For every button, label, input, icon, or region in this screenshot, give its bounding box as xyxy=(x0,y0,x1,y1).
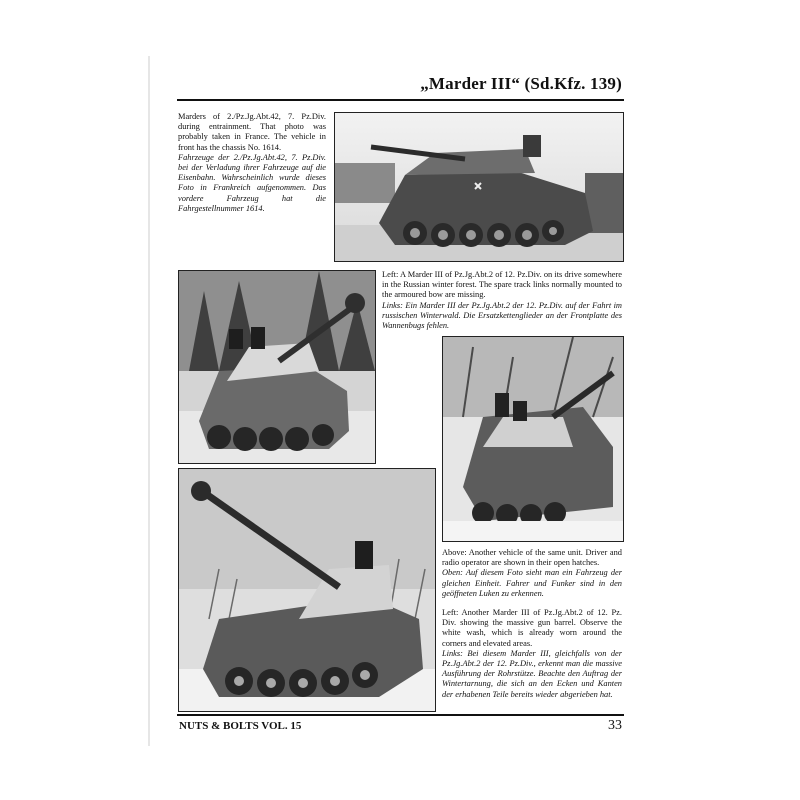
footer-rule xyxy=(177,714,624,716)
photo-gun-barrel xyxy=(178,468,436,712)
header-rule xyxy=(177,99,624,101)
photo-entrainment-image xyxy=(335,113,623,261)
photo-gun-barrel-image xyxy=(179,469,435,711)
caption-above-german: Oben: Auf diesem Foto sieht man ein Fahrzeug der gleichen Einheit. Fahrer und Funker sind in den geöffneten Luken zu erkennen. xyxy=(442,568,622,598)
caption-left-german: Links: Ein Marder III der Pz.Jg.Abt.2 der 12. Pz.Div. auf der Fahrt im russischen Winterwald. Die Ersatzkettenglieder an der Frontplatte des Wannenbugs fehlen. xyxy=(382,300,622,331)
photo-open-hatches-image xyxy=(443,337,623,541)
caption-bottom-english: Left: Another Marder III of Pz.Jg.Abt.2 of 12. Pz. Div. showing the massive gun barrel. Observe the white wash, which is already worn around the corners and elevated areas. xyxy=(442,608,622,648)
photo-winter-forest xyxy=(178,270,376,464)
photo-entrainment xyxy=(334,112,624,262)
caption-left-english: Left: A Marder III of Pz.Jg.Abt.2 of 12. Pz.Div. on its drive somewhere in the Russian winter forest. The spare track links normally mounted to the armoured bow are missing. xyxy=(382,270,622,300)
caption-top xyxy=(178,112,326,214)
caption-above-english: Above: Another vehicle of the same unit. Driver and radio operator are shown in their open hatches. xyxy=(442,548,622,568)
caption-top-english: Marders of 2./Pz.Jg.Abt.42, 7. Pz.Div. during entrainment. That photo was probably taken in France. The vehicle in front has the chassis No. 1614. xyxy=(178,112,326,152)
book-page xyxy=(150,56,630,746)
caption-left xyxy=(382,270,622,331)
caption-bottom-german: Links: Bei diesem Marder III, gleichfalls von der Pz.Jg.Abt.2 der 12. Pz.Div., erkennt man die massive Ausführung der Rohrstütze. Beachte den Auftrag der Wintertarnung, die sich an den Ecken und Kanten der erhabenen Teile bereits wieder abgerieben hat. xyxy=(442,648,622,699)
page-number: 33 xyxy=(608,718,622,733)
photo-winter-forest-image xyxy=(179,271,375,463)
caption-above xyxy=(442,548,622,599)
photo-open-hatches xyxy=(442,336,624,542)
caption-bottom xyxy=(442,608,622,700)
footer-series-title: NUTS & BOLTS VOL. 15 xyxy=(179,720,302,732)
page-header-title: „Marder III“ (Sd.Kfz. 139) xyxy=(420,74,622,93)
caption-top-german: Fahrzeuge der 2./Pz.Jg.Abt.42, 7. Pz.Div. bei der Verladung ihrer Fahrzeuge auf die Eisenbahn. Wahrscheinlich wurde dieses Foto in Frankreich aufgenommen. Das vordere Fahrzeug hat die Fahrgestellnummer 1614. xyxy=(178,152,326,213)
